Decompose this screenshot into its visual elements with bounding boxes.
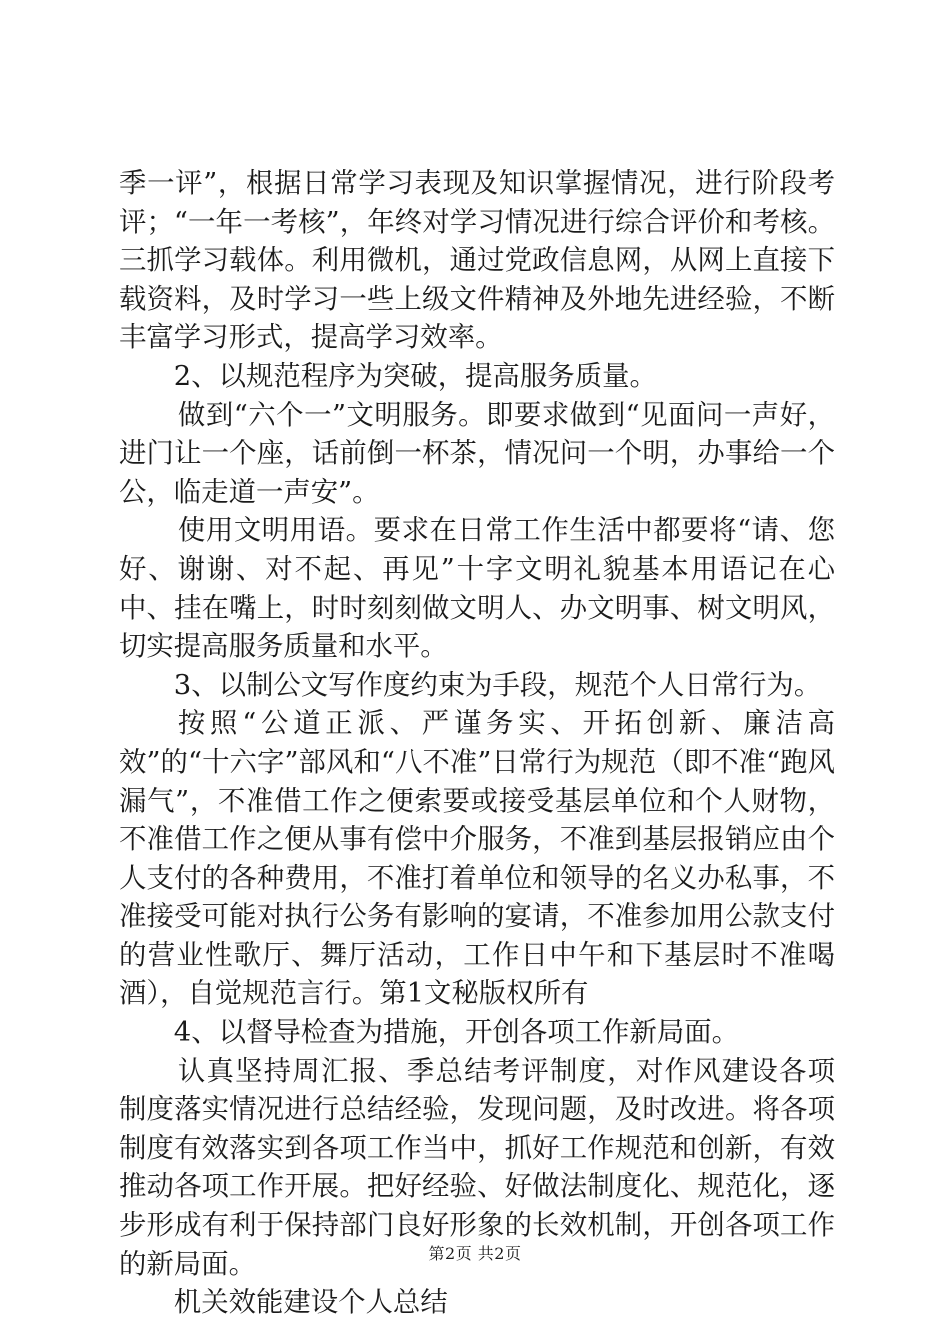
paragraph-eight-prohibitions: 按照“公道正派、严谨务实、开拓创新、廉洁高效”的“十六字”部风和“八不准”日常行为规范（即不准“跑风漏气”，不准借工作之便索要或接受基层单位和个人财物，不准借工作之便从事有偿中介服务，不准到基层报销应由个人支付的各种费用，不准打着单位和领导的名义办私事，不准接受可能对执行公务有影响的宴请，不准参加用公款支付的营业性歌厅、舞厅活动，工作日中午和下基层时不准喝酒），自觉规范言行。第1文秘版权所有 [119,708,835,1010]
heading-personal-conduct: 3、以制公文写作度约束为手段，规范个人日常行为。 [173,669,822,701]
paragraph-six-ones-service: 做到“六个一”文明服务。即要求做到“见面问一声好，进门让一个座，话前倒一杯茶，情况问一个明，办事给一个公，临走道一声安”。 [119,399,835,508]
paragraph-reporting-system: 认真坚持周汇报、季总结考评制度，对作风建设各项制度落实情况进行总结经验，发现问题，及时改进。将各项制度有效落实到各项工作当中，抓好工作规范和创新，有效推动各项工作开展。把好经验、好做法制度化、规范化，逐步形成有利于保持部门良好形象的长效机制，开创各项工作的新局面。 [119,1055,835,1280]
document-body [119,165,835,1323]
page-number: 第2页 共2页 [428,1244,522,1263]
paragraph-study-evaluation: 季一评”，根据日常学习表现及知识掌握情况，进行阶段考评；“一年一考核”，年终对学习情况进行综合评价和考核。三抓学习载体。利用微机，通过党政信息网，从网上直接下载资料，及时学习一些上级文件精神及外地先进经验，不断丰富学习形式，提高学习效率。 [119,168,835,354]
paragraph-civil-language: 使用文明用语。要求在日常工作生活中都要将“请、您好、谢谢、对不起、再见”十字文明礼貌基本用语记在心中、挂在嘴上，时时刻刻做文明人、办文明事、树文明风，切实提高服务质量和水平。 [119,515,835,663]
heading-service-quality: 2、以规范程序为突破，提高服务质量。 [173,360,657,392]
heading-supervision: 4、以督导检查为措施，开创各项工作新局面。 [173,1017,740,1049]
document-title-line: 机关效能建设个人总结 [173,1287,448,1319]
